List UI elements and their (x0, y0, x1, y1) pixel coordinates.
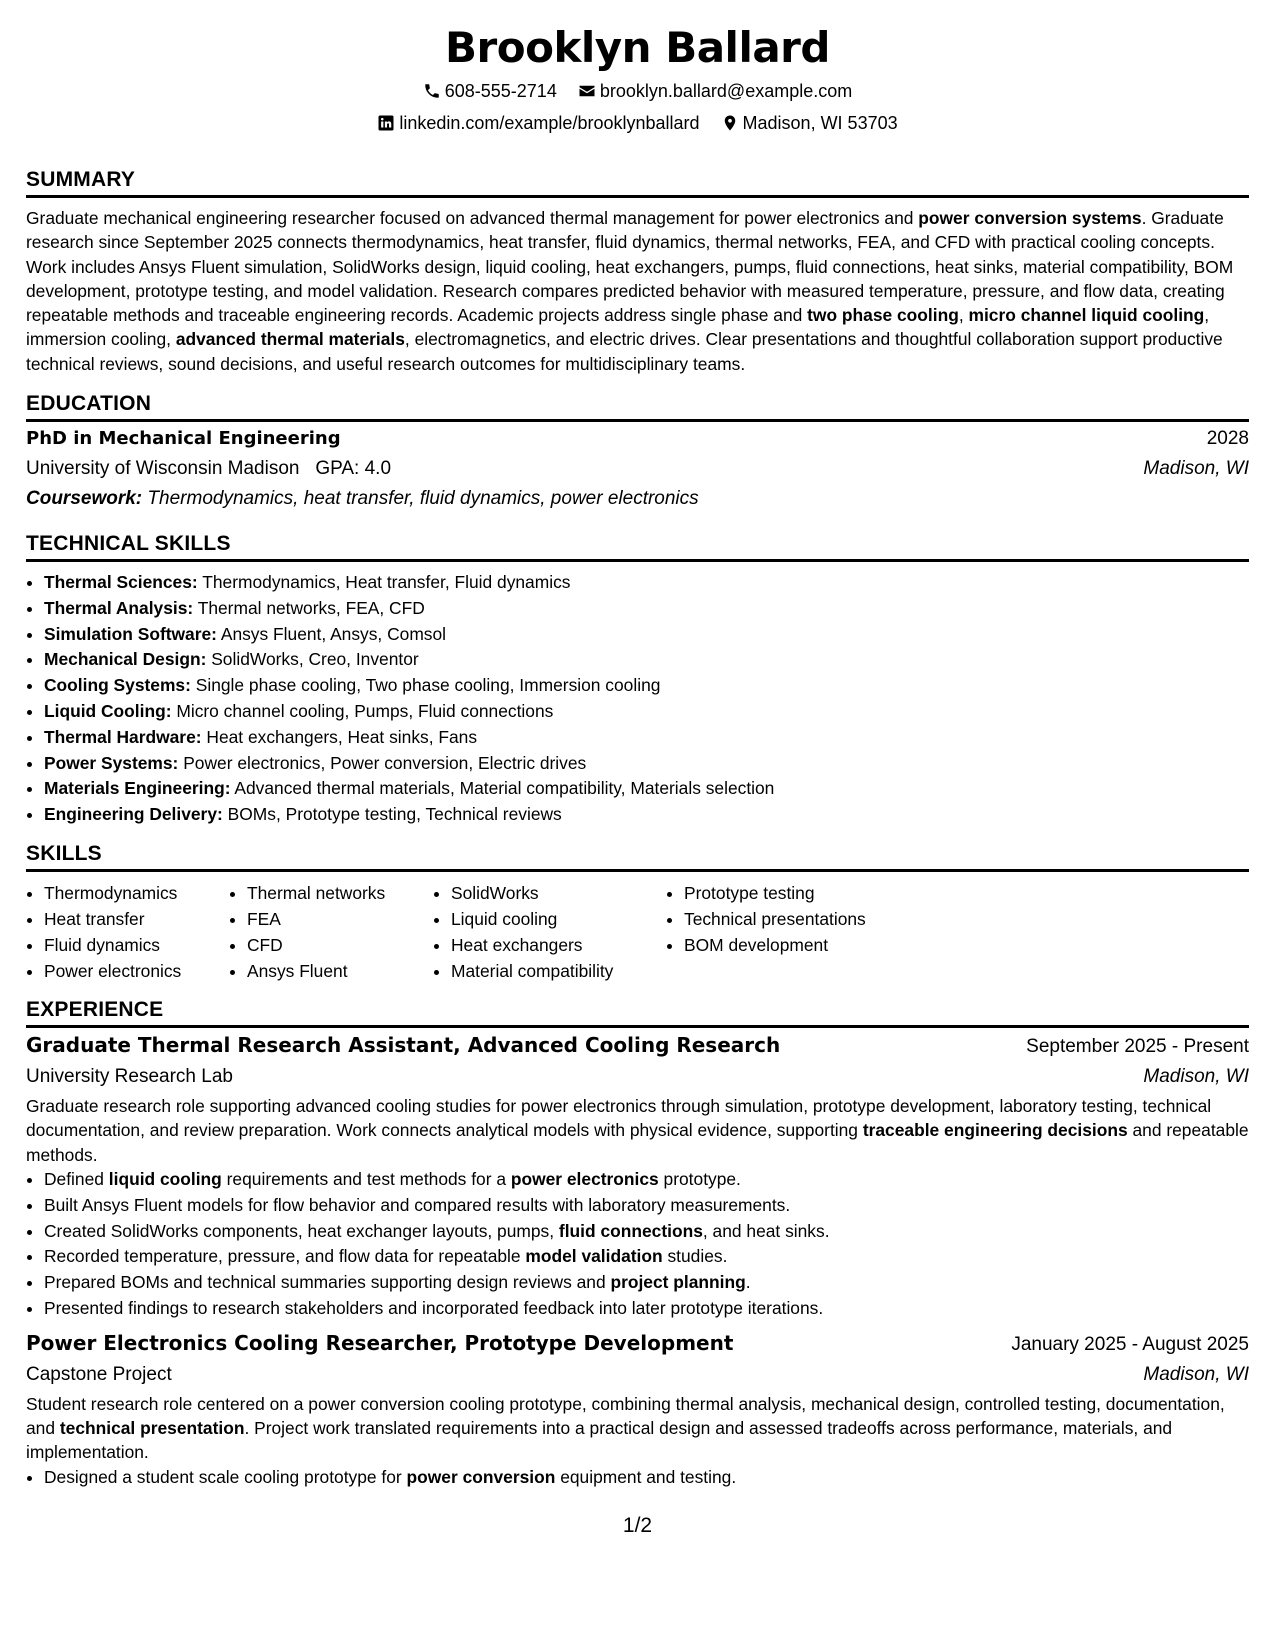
job-location: Madison, WI (1143, 1066, 1249, 1088)
technical-skill-item: • Materials Engineering: Advanced thermal materials, Material compatibility, Materials selection (44, 776, 1249, 802)
section-title-technical-skills: TECHNICAL SKILLS (26, 532, 231, 556)
job-org-row (26, 1062, 1249, 1092)
skills-grid (26, 880, 1249, 984)
location-text: Madison, WI 53703 (742, 113, 898, 133)
technical-skill-item: • Thermal Analysis: Thermal networks, FEA, CFD (44, 596, 1249, 622)
job-description: Student research role centered on a power conversion cooling prototype, combining thermal analysis, mechanical design, controlled testing, documentation, and technical presentation. Project work translated requirements into a practical design and assessed tradeoffs across performance, materials, and implementation. (26, 1393, 1225, 1463)
linkedin-icon (377, 113, 399, 133)
skill-item: • Ansys Fluent (247, 958, 433, 984)
section-divider (26, 195, 1249, 198)
technical-skill-item: • Thermal Sciences: Thermodynamics, Heat transfer, Fluid dynamics (44, 570, 1249, 596)
degree-title: PhD in Mechanical Engineering (26, 428, 341, 450)
section-divider (26, 1025, 1249, 1028)
section-title-summary: SUMMARY (26, 168, 136, 191)
job-bullet: • Presented findings to research stakeholders and incorporated feedback into later prototype iterations. (44, 1296, 1249, 1322)
page-number: 1/2 (622, 1514, 653, 1537)
graduation-year: 2028 (1206, 428, 1249, 450)
phone-icon (423, 81, 445, 101)
section-title-skills: SKILLS (26, 842, 102, 866)
skill-item: • SolidWorks (451, 880, 666, 906)
skill-item: • Prototype testing (684, 880, 866, 906)
email-contact[interactable] (578, 76, 852, 106)
school-name: University of Wisconsin Madison GPA: 4.0 (26, 458, 392, 480)
skill-item: • Thermodynamics (44, 880, 229, 906)
technical-skill-item: • Power Systems: Power electronics, Power conversion, Electric drives (44, 751, 1249, 777)
job-header-row (26, 1328, 1249, 1360)
skills-section (26, 840, 1249, 984)
skill-item: • FEA (247, 906, 433, 932)
job-description: Graduate research role supporting advanced cooling studies for power electronics through simulation, prototype development, laboratory testing, technical documentation, and review preparation. Work connects analytical models with physical evidence, supporting traceable engineering decisions and repeatable methods. (26, 1096, 1249, 1165)
linkedin-contact[interactable] (377, 108, 699, 138)
technical-skills-list (26, 570, 1249, 828)
technical-skill-item: • Cooling Systems: Single phase cooling, Two phase cooling, Immersion cooling (44, 673, 1249, 699)
job-dates: January 2025 - August 2025 (1011, 1333, 1249, 1355)
skill-item: • Material compatibility (451, 958, 666, 984)
job-title: Power Electronics Cooling Researcher, Prototype Development (26, 1330, 734, 1355)
skill-item: • Heat exchangers (451, 932, 666, 958)
envelope-icon (578, 81, 600, 101)
education-school-row (26, 454, 1249, 484)
email-address[interactable]: brooklyn.ballard@example.com (599, 81, 853, 101)
job-bullets (26, 1465, 1249, 1491)
location-contact (721, 108, 898, 138)
map-marker-icon (721, 113, 743, 133)
experience-entry (26, 1030, 1249, 1322)
contact-line-1 (0, 76, 1275, 106)
skill-item: • BOM development (684, 932, 866, 958)
job-org-row (26, 1360, 1249, 1390)
section-title-experience: EXPERIENCE (26, 998, 164, 1022)
job-header-row (26, 1030, 1249, 1062)
skill-item: • Liquid cooling (451, 906, 666, 932)
job-dates: September 2025 - Present (1026, 1036, 1249, 1058)
job-bullet: • Recorded temperature, pressure, and flow data for repeatable model validation studies. (44, 1244, 1249, 1270)
experience-entry (26, 1328, 1249, 1491)
section-divider (26, 419, 1249, 422)
job-bullet: • Built Ansys Fluent models for flow behavior and compared results with laboratory measurements. (44, 1193, 1249, 1219)
candidate-name: Brooklyn Ballard (445, 23, 830, 72)
job-location: Madison, WI (1143, 1363, 1249, 1385)
skills-column (229, 880, 433, 984)
phone-contact (423, 76, 557, 106)
section-divider (26, 559, 1249, 562)
technical-skill-item: • Simulation Software: Ansys Fluent, Ansys, Comsol (44, 622, 1249, 648)
job-title: Graduate Thermal Research Assistant, Advanced Cooling Research (26, 1033, 781, 1058)
job-bullet: • Defined liquid cooling requirements and test methods for a power electronics prototype. (44, 1167, 1249, 1193)
education-section (26, 390, 1249, 514)
job-bullet: • Created SolidWorks components, heat exchanger layouts, pumps, fluid connections, and heat sinks. (44, 1219, 1249, 1245)
skill-item: • Technical presentations (684, 906, 866, 932)
skills-column (433, 880, 666, 984)
job-bullet: • Prepared BOMs and technical summaries supporting design reviews and project planning. (44, 1270, 1249, 1296)
resume-content (26, 166, 1249, 1490)
technical-skill-item: • Mechanical Design: SolidWorks, Creo, Inventor (44, 647, 1249, 673)
job-organization: Capstone Project (26, 1363, 172, 1385)
experience-section (26, 996, 1249, 1490)
technical-skill-item: • Thermal Hardware: Heat exchangers, Heat sinks, Fans (44, 725, 1249, 751)
phone-number: 608-555-2714 (444, 81, 557, 101)
skills-column (666, 880, 866, 984)
summary-text: Graduate mechanical engineering researcher focused on advanced thermal management for power electronics and power conversion systems. Graduate research since September 2025 connects thermodynamics, heat transfer, fluid dynamics, thermal networks, FEA, and CFD with practical cooling concepts. Work includes Ansys Fluent simulation, SolidWorks design, liquid cooling, heat exchangers, pumps, fluid connections, heat sinks, material compatibility, BOM development, prototype testing, and model validation. Research compares predicted behavior with measured temperature, pressure, and flow data, creating repeatable methods and traceable engineering records. Academic projects address single phase and two phase cooling, micro channel liquid cooling, immersion cooling, advanced thermal materials, electromagnetics, and electric drives. Clear presentations and thoughtful collaboration support productive technical reviews, sound decisions, and useful research outcomes for multidisciplinary teams. (26, 208, 1234, 374)
job-bullet: • Designed a student scale cooling prototype for power conversion equipment and testing. (44, 1465, 1249, 1491)
resume-header (0, 0, 1275, 138)
job-organization: University Research Lab (26, 1066, 233, 1088)
linkedin-url[interactable]: linkedin.com/example/brooklynballard (399, 113, 700, 133)
gpa: GPA: 4.0 (315, 458, 392, 480)
contact-line-2 (0, 108, 1275, 138)
skill-item: • Thermal networks (247, 880, 433, 906)
education-header-row (26, 424, 1249, 454)
coursework: Coursework: Thermodynamics, heat transfer, fluid dynamics, power electronics (26, 488, 699, 510)
job-bullets (26, 1167, 1249, 1322)
skills-column (26, 880, 229, 984)
technical-skill-item: • Engineering Delivery: BOMs, Prototype testing, Technical reviews (44, 802, 1249, 828)
section-title-education: EDUCATION (26, 392, 152, 416)
skill-item: • Fluid dynamics (44, 932, 229, 958)
technical-skills-section (26, 530, 1249, 828)
skill-item: • Heat transfer (44, 906, 229, 932)
technical-skill-item: • Liquid Cooling: Micro channel cooling, Pumps, Fluid connections (44, 699, 1249, 725)
summary-section (26, 166, 1249, 376)
skill-item: • CFD (247, 932, 433, 958)
school-location: Madison, WI (1143, 458, 1249, 480)
section-divider (26, 869, 1249, 872)
skill-item: • Power electronics (44, 958, 229, 984)
